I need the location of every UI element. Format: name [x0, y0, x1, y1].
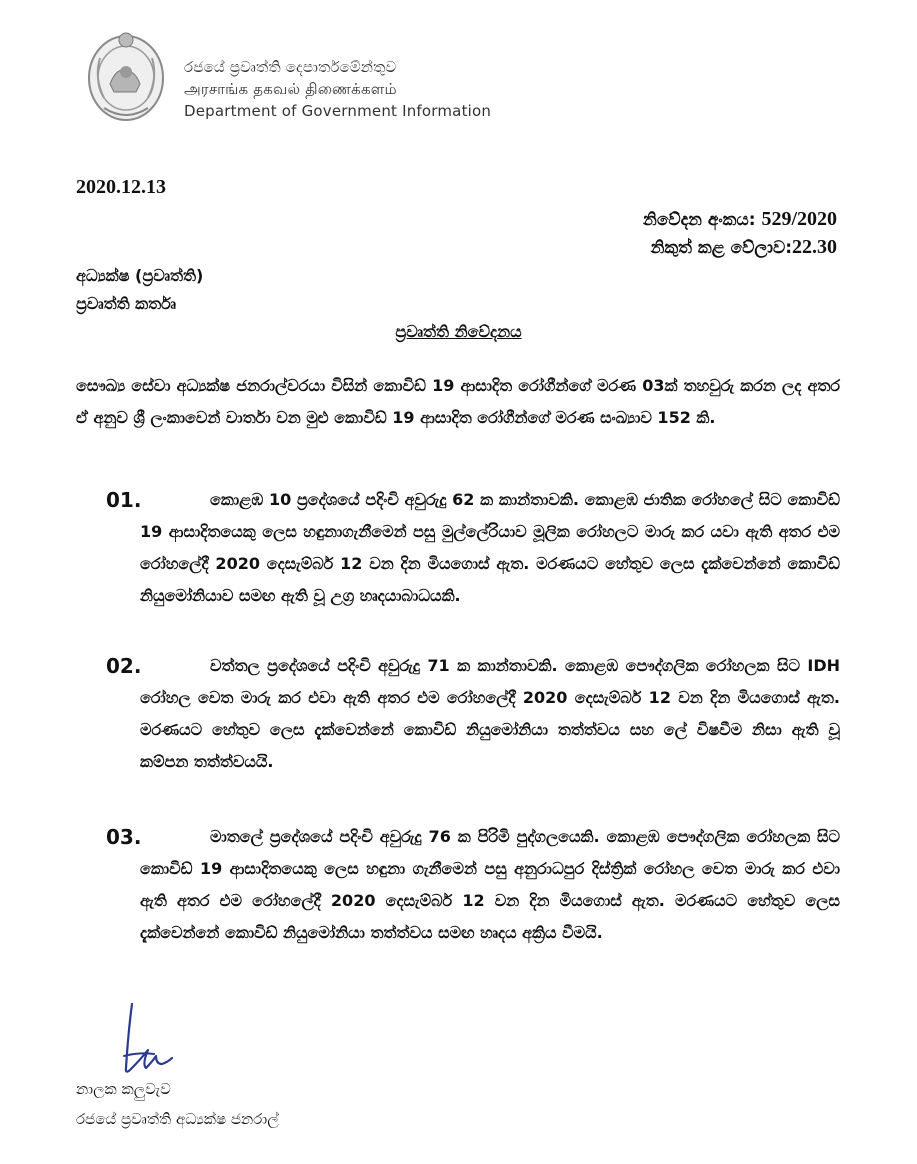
signatory-position: රජයේ ප්‍රවෘත්ති අධ්‍යක්ෂ ජනරාල්: [76, 1110, 279, 1128]
release-date: 2020.12.13: [76, 176, 166, 198]
org-name-sinhala: රජයේ ප්‍රවෘත්ති දෙපාර්තමේන්තුව: [184, 58, 397, 76]
notice-number-label: නිවේදන අංකය:: [643, 210, 756, 230]
intro-paragraph: සෞඛ්‍ය සේවා අධ්‍යක්ෂ ජනරාල්වරයා විසින් කොවිඩ් 19 ආසාදිත රෝගීන්ගේ මරණ 03ක් තහවුරු කරන ලද අතර ඒ අනුව ශ්‍රී ලංකාවෙන් වාර්තා වන මුළු කොවිඩ් 19 ආසාදිත රෝගීන්ගේ මරණ සංඛ්‍යාව 152 කි.: [76, 376, 840, 427]
item-number-2: 02.: [106, 654, 142, 678]
notice-number-value: 529/2020: [761, 208, 837, 230]
item-text-1: කොළඹ 10 ප්‍රදේශයේ පදිංචි අවුරුදු 62 ක කාන්තාවකි. කොළඹ ජාතික රෝහලේ සිට කොවිඩ් 19 ආසාදිතයෙකු ලෙස හඳුනාගැනීමෙන් පසු මුල්ලේරියාව මූලික රෝහලට මාරු කර යවා ඇති අතර එම රෝහලේදී 2020 දෙසැම්බර් 12 වන දින මියගොස් ඇත. මරණයට හේතුව ලෙස දැක්වෙන්නේ කොවිඩ් නියුමෝනියාව සමඟ ඇති වූ උග්‍ර හෘදයාබාධයකි.: [140, 490, 840, 605]
handwritten-signature: [104, 1000, 194, 1080]
org-name-tamil: அரசாங்க தகவல் திணைக்களம்: [184, 80, 397, 98]
org-name-english: Department of Government Information: [184, 102, 492, 120]
item-number-1: 01.: [106, 488, 142, 512]
item-number-3: 03.: [106, 825, 142, 849]
recipient-2: ප්‍රවෘත්ති කර්තෘ: [76, 294, 177, 313]
government-emblem-logo: [86, 28, 166, 126]
recipient-1: අධ්‍යක්ෂ (ප්‍රවෘත්ති): [76, 266, 204, 285]
item-text-3: මාතලේ ප්‍රදේශයේ පදිංචි අවුරුදු 76 ක පිරිමි පුද්ගලයෙකි. කොළඹ පෞද්ගලික රෝහලක සිට කොවිඩ් 19 ආසාදිතයෙකු ලෙස හඳුනා ගැනීමෙන් පසු අනුරාධපුර දිස්ත්‍රික් රෝහල වෙත මාරු කර එවා ඇති අතර එම රෝහලේදී 2020 දෙසැම්බර් 12 වන දින මියගොස් ඇත. මරණයට හේතුව ලෙස දැක්වෙන්නේ කොවිඩ් නියුමෝනියා තත්ත්වය සමඟ හෘදය අක්‍රිය වීමයි.: [140, 827, 840, 942]
document-title: ප්‍රවෘත්ති නිවේදනය: [395, 322, 522, 341]
issued-time-line: [651, 236, 837, 259]
issued-time-label: නිකුත් කළ වේලාව:: [650, 238, 792, 258]
item-text-2: වත්තල ප්‍රදේශයේ පදිංචි අවුරුදු 71 ක කාන්තාවකි. කොළඹ පෞද්ගලික රෝහලක සිට IDH රෝහල වෙත මාරු කර එවා ඇති අතර එම රෝහලේදී 2020 දෙසැම්බර් 12 වන දින මියගොස් ඇත. මරණයට හේතුව ලෙස දැක්වෙන්නේ කොවිඩ් නියුමෝනියා තත්ත්වය සහ ලේ විෂවීම නිසා ඇති වූ කම්පන තත්ත්වයයි.: [140, 656, 840, 771]
notice-number-line: [643, 208, 837, 231]
signatory-name: නාලක කලුවැව: [76, 1080, 171, 1098]
issued-time-value: 22.30: [792, 236, 837, 258]
